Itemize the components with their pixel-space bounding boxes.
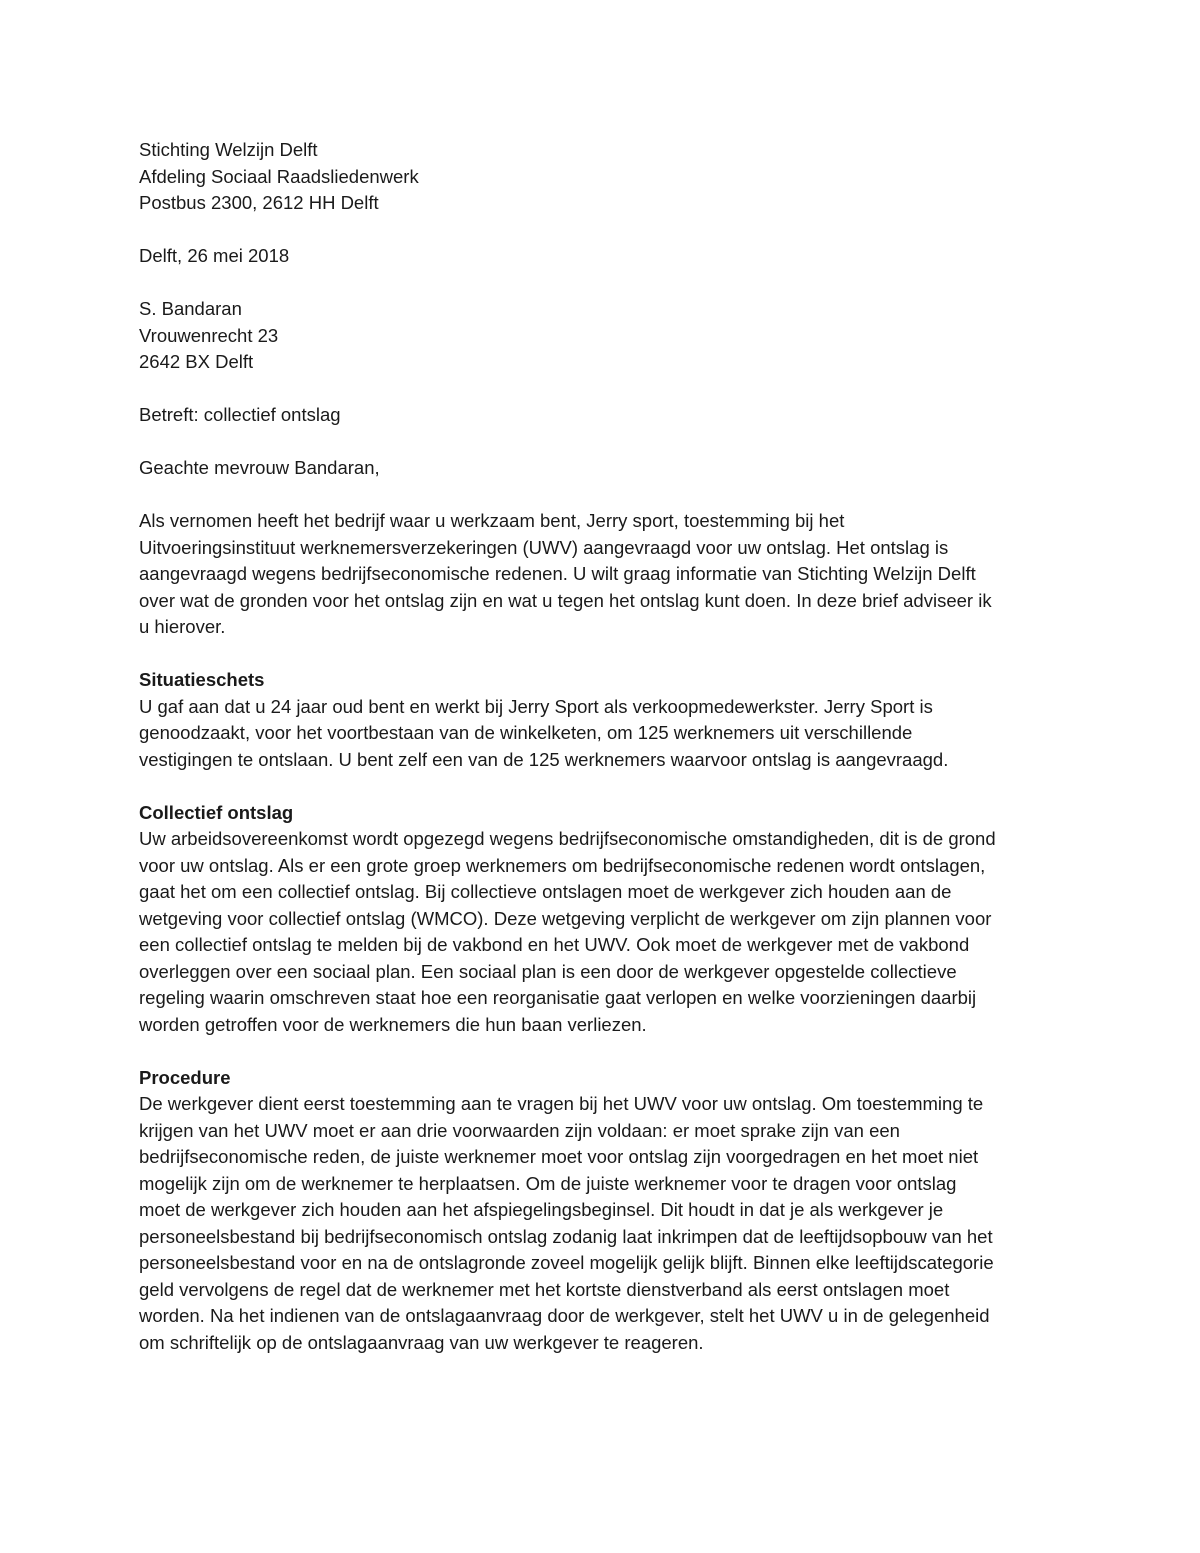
paragraph-line: om schriftelijk op de ontslagaanvraag van uw werkgever te reageren. xyxy=(139,1331,704,1353)
paragraph-line: worden getroffen voor de werknemers die hun baan verliezen. xyxy=(139,1013,647,1035)
paragraph-line: genoodzaakt, voor het voortbestaan van de winkelketen, om 125 werknemers uit verschillende xyxy=(139,722,913,743)
intro-paragraph xyxy=(139,508,1064,641)
recipient-city: 2642 BX Delft xyxy=(139,351,254,372)
recipient-street: Vrouwenrecht 23 xyxy=(139,324,279,346)
section-heading: Collectief ontslag xyxy=(139,801,294,823)
paragraph-line: overleggen over een sociaal plan. Een sociaal plan is een door de werkgever opgestelde collectieve xyxy=(139,960,957,982)
letter-salutation: Geachte mevrouw Bandaran, xyxy=(139,457,380,478)
paragraph-line: worden. Na het indienen van de ontslagaanvraag door de werkgever, stelt het UWV u in de gelegenheid xyxy=(139,1305,990,1326)
recipient-address xyxy=(139,296,1064,376)
paragraph-line: krijgen van het UWV moet er aan drie voorwaarden zijn voldaan: er moet sprake zijn van een xyxy=(139,1119,900,1141)
section-situatieschets xyxy=(139,667,1064,773)
paragraph-line: geld vervolgens de regel dat de werknemer met het kortste dienstverband als eerst ontslagen moet xyxy=(139,1278,950,1300)
section-collectief-ontslag xyxy=(139,800,1064,1039)
paragraph-line: voor uw ontslag. Als er een grote groep werknemers om bedrijfseconomische redenen wordt ontslagen, xyxy=(139,854,986,876)
section-procedure xyxy=(139,1065,1064,1357)
paragraph-line: gaat het om een collectief ontslag. Bij collectieve ontslagen moet de werkgever zich houden aan de xyxy=(139,881,952,902)
subject-block xyxy=(139,402,1064,429)
paragraph-line: regeling waarin omschreven staat hoe een reorganisatie gaat verlopen en welke voorzieningen daarbij xyxy=(139,987,977,1008)
letter-date-block xyxy=(139,243,1064,270)
paragraph-line: mogelijk zijn om de werknemer te herplaatsen. Om de juiste werknemer voor te dragen voor ontslag xyxy=(139,1172,957,1194)
paragraph-line: bedrijfseconomische reden, de juiste werknemer moet voor ontslag zijn voorgedragen en het moet niet xyxy=(139,1146,979,1167)
recipient-name: S. Bandaran xyxy=(139,298,242,319)
paragraph-line: Uw arbeidsovereenkomst wordt opgezegd wegens bedrijfseconomische omstandigheden, dit is de grond xyxy=(139,828,996,849)
section-heading: Procedure xyxy=(139,1066,231,1088)
letter-subject: Betreft: collectief ontslag xyxy=(139,404,341,425)
paragraph-line: Uitvoeringsinstituut werknemersverzekeringen (UWV) aangevraagd voor uw ontslag. Het ontslag is xyxy=(139,536,949,558)
paragraph-line: vestigingen te ontslaan. U bent zelf een van de 125 werknemers waarvoor ontslag is aangevraagd. xyxy=(139,748,949,770)
paragraph-line: u hierover. xyxy=(139,616,226,637)
letter-page xyxy=(139,137,1064,1383)
sender-postal-address: Postbus 2300, 2612 HH Delft xyxy=(139,192,379,213)
paragraph-line: Als vernomen heeft het bedrijf waar u werkzaam bent, Jerry sport, toestemming bij het xyxy=(139,510,845,531)
paragraph-line: personeelsbestand bij bedrijfseconomisch ontslag zodanig laat inkrimpen dat de leeftijdsopbouw van het xyxy=(139,1225,993,1247)
paragraph-line: over wat de gronden voor het ontslag zijn en wat u tegen het ontslag kunt doen. In deze brief adviseer ik xyxy=(139,589,992,611)
paragraph-line: U gaf aan dat u 24 jaar oud bent en werkt bij Jerry Sport als verkoopmedewerkster. Jerry Sport is xyxy=(139,695,933,717)
salutation-block xyxy=(139,455,1064,482)
sender-address xyxy=(139,137,1064,217)
paragraph-line: wetgeving voor collectief ontslag (WMCO). Deze wetgeving verplicht de werkgever om zijn plannen voor xyxy=(139,907,992,929)
paragraph-line: moet de werkgever zich houden aan het afspiegelingsbeginsel. Dit houdt in dat je als werkgever je xyxy=(139,1199,944,1220)
section-heading: Situatieschets xyxy=(139,669,265,690)
sender-organization: Stichting Welzijn Delft xyxy=(139,139,318,160)
letter-date: Delft, 26 mei 2018 xyxy=(139,245,290,266)
paragraph-line: aangevraagd wegens bedrijfseconomische redenen. U wilt graag informatie van Stichting Welzijn Delft xyxy=(139,563,976,584)
paragraph-line: personeelsbestand voor en na de ontslagronde zoveel mogelijk gelijk blijft. Binnen elke leeftijdscategorie xyxy=(139,1252,994,1273)
paragraph-line: een collectief ontslag te melden bij de vakbond en het UWV. Ook moet de werkgever met de vakbond xyxy=(139,934,970,955)
sender-department: Afdeling Sociaal Raadsliedenwerk xyxy=(139,165,419,187)
paragraph-line: De werkgever dient eerst toestemming aan te vragen bij het UWV voor uw ontslag. Om toestemming te xyxy=(139,1093,984,1114)
